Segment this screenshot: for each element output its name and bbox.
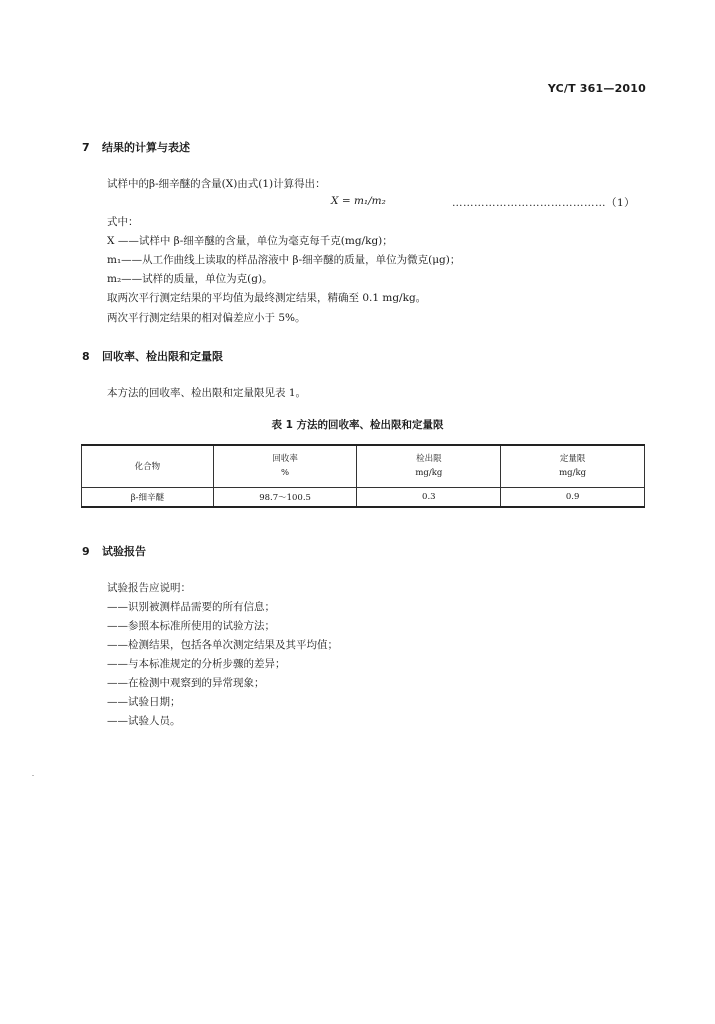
section-8-title: 回收率、检出限和定量限 [102, 350, 223, 363]
variable-m1-definition: m₁——从工作曲线上读取的样品溶液中 β-细辛醚的质量，单位为微克(μg)； [107, 254, 461, 266]
section-7-number: 7 [82, 141, 90, 154]
header-recovery-label: 回收率 [272, 454, 298, 465]
variable-x-definition: X ——试样中 β-细辛醚的含量，单位为毫克每千克(mg/kg)； [107, 235, 393, 247]
cell-loq: 0.9 [501, 487, 645, 507]
header-compound [82, 445, 214, 487]
header-recovery [213, 445, 357, 487]
header-loq-unit: mg/kg [559, 468, 587, 479]
formula-1: X = m₁/m₂ [331, 195, 386, 207]
cell-compound: β-细辛醚 [82, 487, 214, 507]
section-7-intro: 试样中的β-细辛醚的含量(X)由式(1)计算得出： [107, 178, 326, 190]
header-recovery-unit: % [281, 468, 290, 479]
list-item: ——检测结果，包括各单次测定结果及其平均值； [107, 639, 338, 651]
relative-deviation-rule: 两次平行测定结果的相对偏差应小于 5%。 [107, 312, 306, 324]
section-7-heading [82, 139, 190, 155]
result-precision-rule: 取两次平行测定结果的平均值为最终测定结果，精确至 0.1 mg/kg。 [107, 292, 427, 304]
header-lod-label: 检出限 [416, 454, 442, 465]
list-item: ——参照本标准所使用的试验方法； [107, 620, 275, 632]
scan-mark [32, 775, 34, 776]
list-item: ——试验人员。 [107, 715, 181, 727]
list-item: ——与本标准规定的分析步骤的差异； [107, 658, 286, 670]
section-7-title: 结果的计算与表述 [102, 141, 190, 154]
table-header-row [82, 445, 645, 487]
where-label: 式中： [107, 216, 139, 228]
table-1 [81, 444, 645, 508]
list-item: ——在检测中观察到的异常现象； [107, 677, 265, 689]
cell-recovery: 98.7～100.5 [213, 487, 357, 507]
section-9-heading [82, 543, 146, 559]
section-9-intro: 试验报告应说明： [107, 582, 191, 594]
list-item: ——试验日期； [107, 696, 181, 708]
header-loq [501, 445, 645, 487]
header-lod-unit: mg/kg [415, 468, 443, 479]
section-9-number: 9 [82, 545, 90, 558]
section-8-heading [82, 348, 223, 364]
table-row [82, 487, 645, 507]
variable-m2-definition: m₂——试样的质量，单位为克(g)。 [107, 273, 273, 285]
standard-code: YC/T 361—2010 [547, 82, 646, 95]
equation-number: ……………………………………（1） [452, 197, 636, 209]
section-8-intro: 本方法的回收率、检出限和定量限见表 1。 [107, 387, 307, 399]
table-1-caption: 表 1 方法的回收率、检出限和定量限 [271, 419, 444, 431]
list-item: ——识别被测样品需要的所有信息； [107, 601, 275, 613]
header-loq-label: 定量限 [559, 454, 586, 465]
section-9-title: 试验报告 [102, 545, 146, 558]
header-lod [357, 445, 501, 487]
cell-lod: 0.3 [357, 487, 501, 507]
section-8-number: 8 [82, 350, 90, 363]
header-compound-label: 化合物 [134, 462, 161, 473]
